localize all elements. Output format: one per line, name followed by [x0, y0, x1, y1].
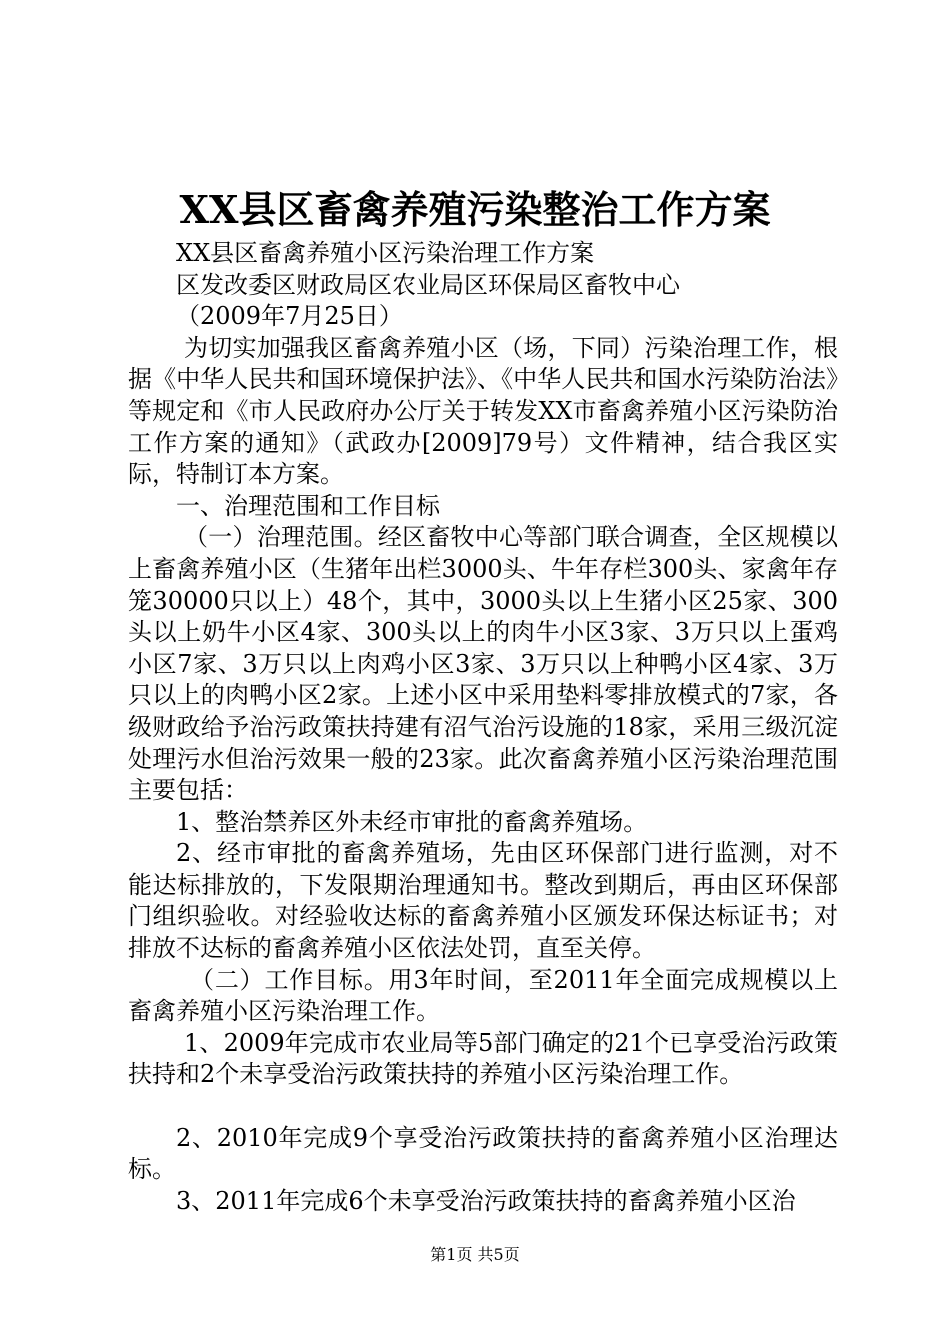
- list-item-goal-2: 2、2010年完成9个享受治污政策扶持的畜禽养殖小区治理达标。: [128, 1123, 838, 1184]
- paragraph-goals: （二）工作目标。用3年时间，至2011年全面完成规模以上畜禽养殖小区污染治理工作。: [128, 965, 838, 1026]
- list-item-scope-1: 1、整治禁养区外未经市审批的畜禽养殖场。: [176, 807, 648, 836]
- issuers: 区发改委区财政局区农业局区环保局区畜牧中心: [176, 270, 680, 299]
- list-item-goal-1: 1、2009年完成市农业局等5部门确定的21个已享受治污政策扶持和2个未享受治污政策扶持的养殖小区污染治理工作。: [128, 1028, 838, 1089]
- blank-line: [128, 1091, 838, 1123]
- paragraph-scope: （一）治理范围。经区畜牧中心等部门联合调查，全区规模以上畜禽养殖小区（生猪年出栏3000头、牛年存栏300头、家禽年存笼30000只以上）48个，其中，3000头以上生猪小区25家、300头以上奶牛小区4家、300头以上的肉牛小区3家、3万只以上蛋鸡小区7家、3万只以上肉鸡小区3家、3万只以上种鸭小区4家、3万只以上的肉鸭小区2家。上述小区中采用垫料零排放模式的7家，各级财政给予治污政策扶持建有沼气治污设施的18家，采用三级沉淀处理污水但治污效果一般的23家。此次畜禽养殖小区污染治理范围主要包括：: [128, 523, 838, 805]
- paragraph-intro: 为切实加强我区畜禽养殖小区（场，下同）污染治理工作，根据《中华人民共和国环境保护法》、《中华人民共和国水污染防治法》等规定和《市人民政府办公厅关于转发XX市畜禽养殖小区污染防治工作方案的通知》（武政办[2009]79号）文件精神，结合我区实际，特制订本方案。: [128, 333, 838, 489]
- list-item-goal-3: 3、2011年完成6个未享受治污政策扶持的畜禽养殖小区治: [176, 1186, 796, 1215]
- list-item-scope-2: 2、经市审批的畜禽养殖场，先由区环保部门进行监测，对不能达标排放的，下发限期治理通知书。整改到期后，再由区环保部门组织验收。对经验收达标的畜禽养殖小区颁发环保达标证书；对排放不达标的畜禽养殖小区依法处罚，直至关停。: [128, 839, 838, 963]
- issue-date: （2009年7月25日）: [176, 302, 403, 331]
- page-footer: 第1页 共5页: [430, 1245, 520, 1264]
- subtitle: XX县区畜禽养殖小区污染治理工作方案: [176, 239, 595, 267]
- page-title: XX县区畜禽养殖污染整治工作方案: [179, 187, 771, 232]
- document-body: [128, 238, 838, 1217]
- section-heading-1: 一、治理范围和工作目标: [176, 491, 440, 520]
